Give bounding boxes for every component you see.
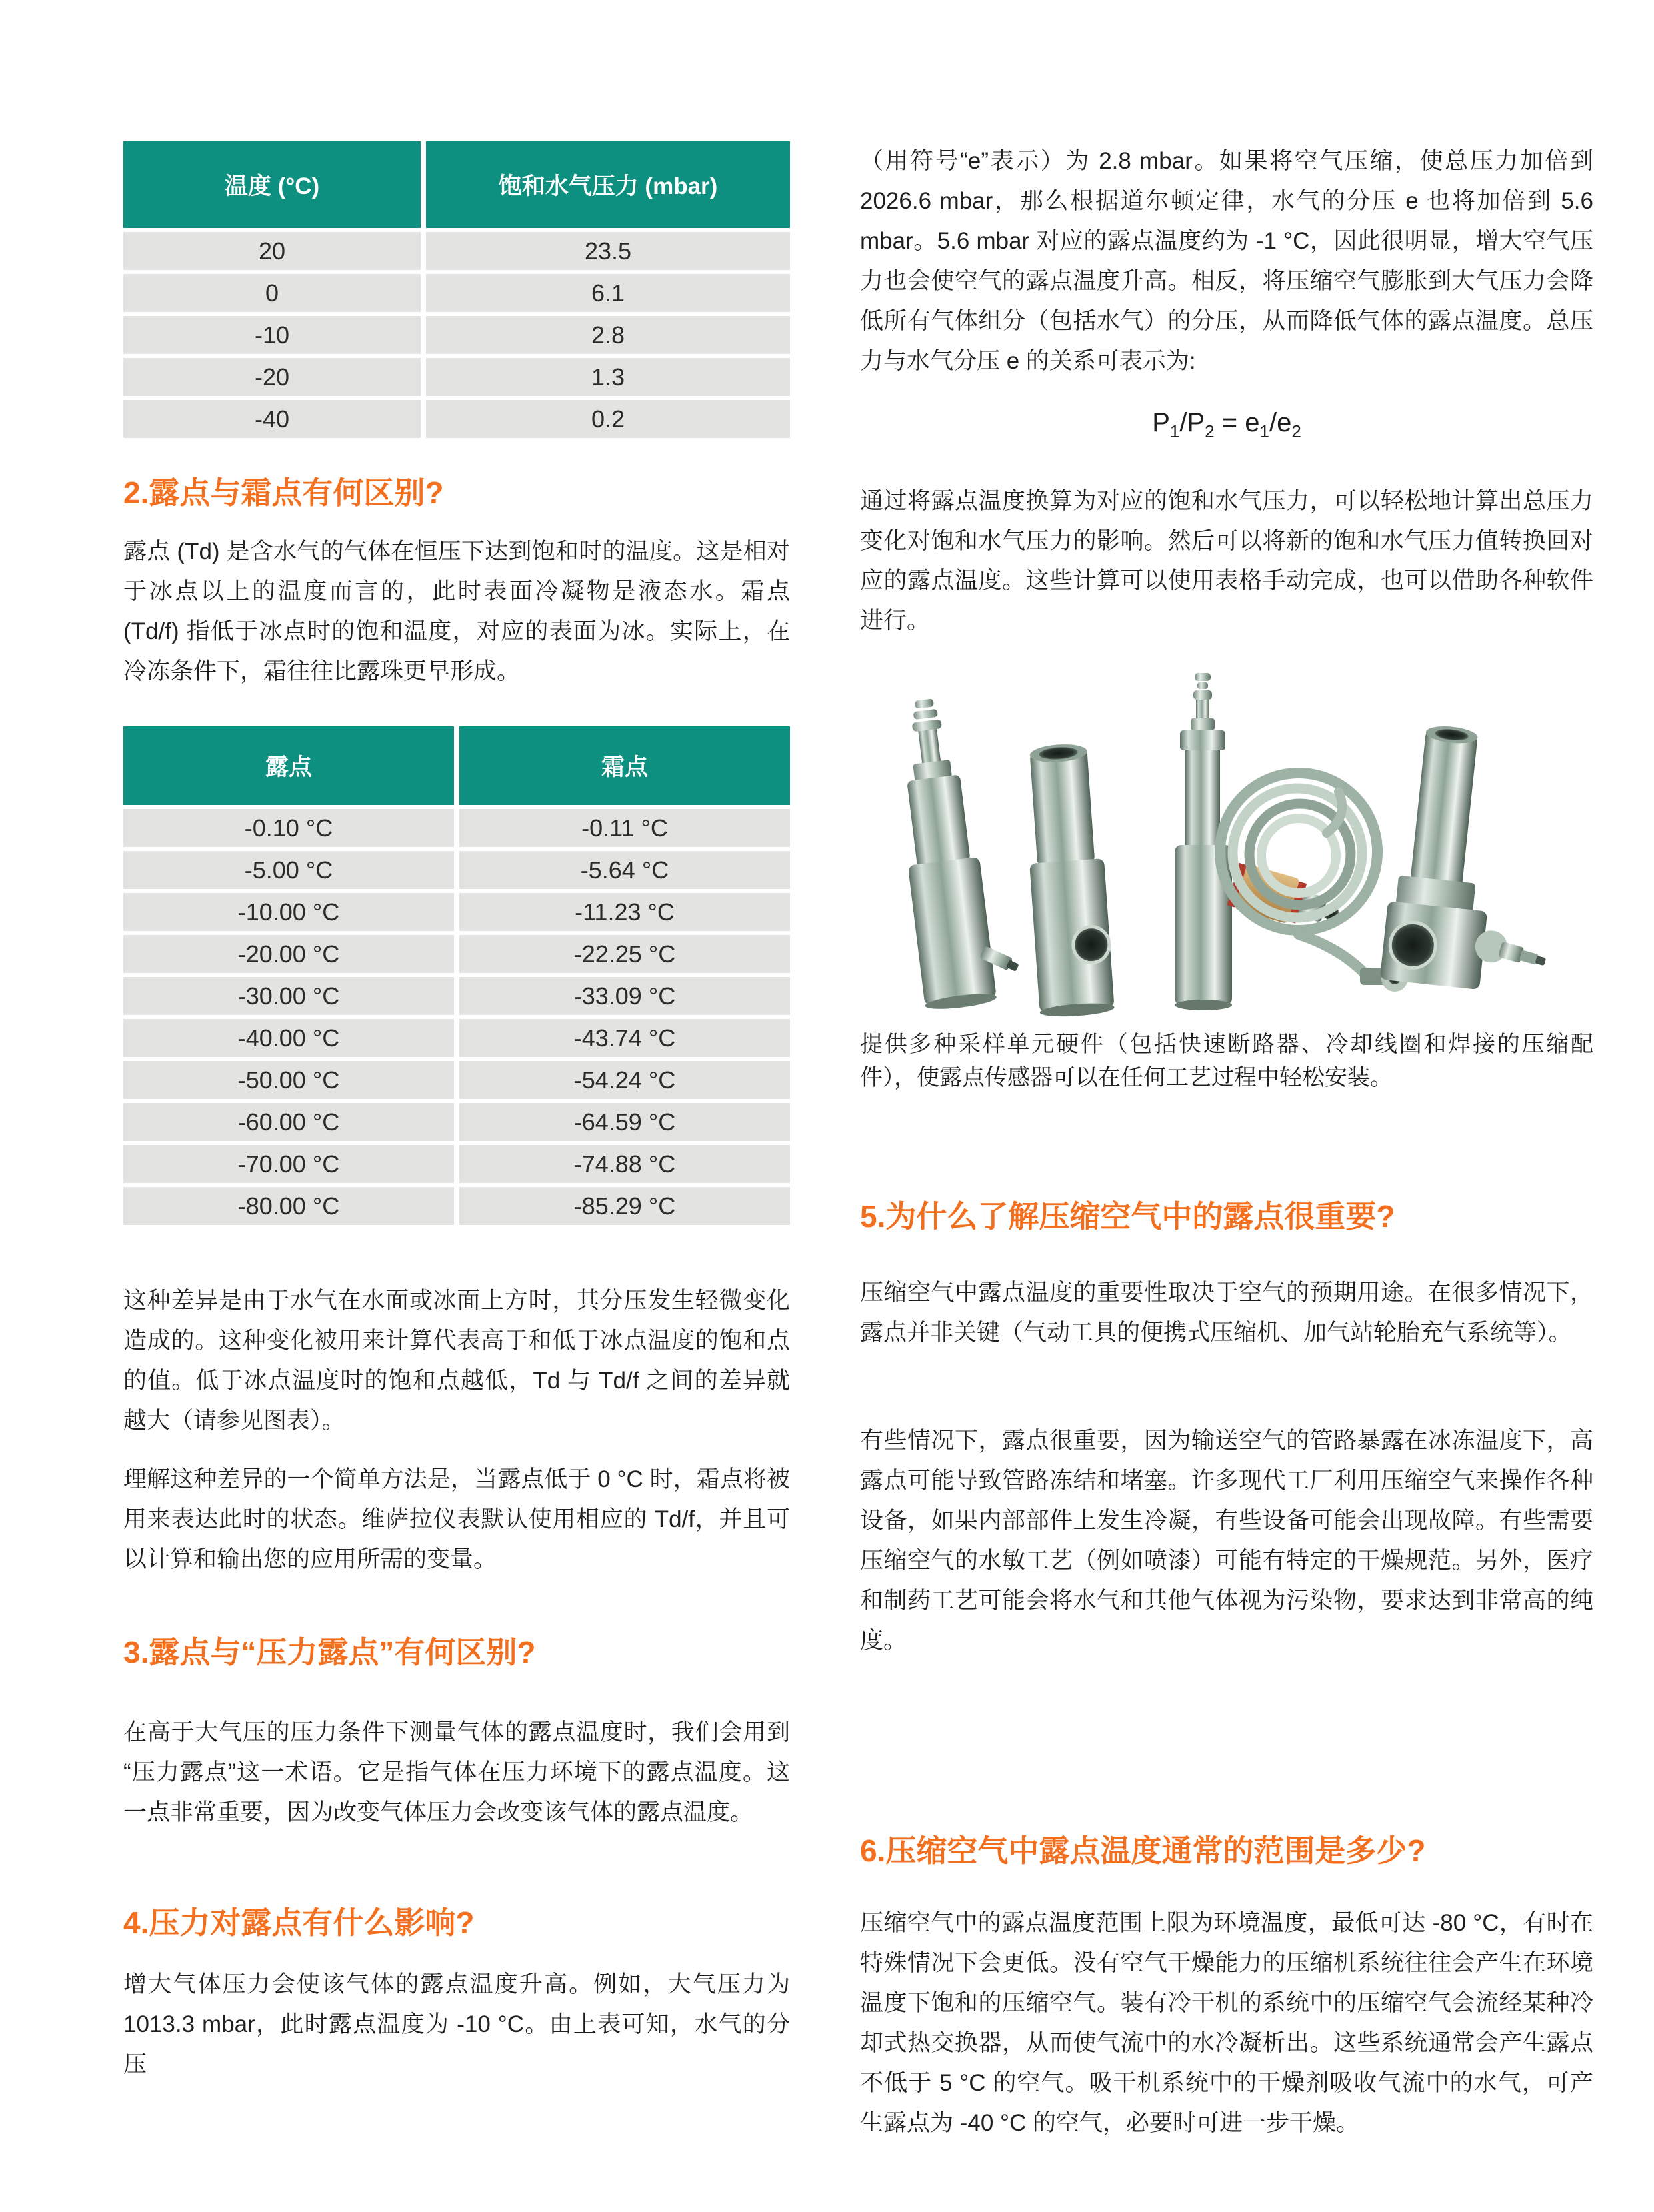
- table-row: [123, 232, 790, 270]
- table-row: [123, 316, 790, 354]
- table-cell: -30.00 °C: [123, 977, 454, 1015]
- table-cell: -0.11 °C: [459, 809, 790, 847]
- table-row: [123, 851, 790, 889]
- section-5-paragraph-1: 压缩空气中露点温度的重要性取决于空气的预期用途。在很多情况下，露点并非关键（气动工具的便携式压缩机、加气站轮胎充气系统等）。: [860, 1280, 1593, 1346]
- table-cell: -40.00 °C: [123, 1019, 454, 1057]
- section-heading-5: 5.为什么了解压缩空气中的露点很重要?: [860, 1199, 1395, 1234]
- table-header-row: [123, 141, 790, 228]
- section-6-paragraph: 压缩空气中的露点温度范围上限为环境温度，最低可达 -80 °C，有时在特殊情况下会更低。没有空气干燥能力的压缩机系统往往会产生在环境温度下饱和的压缩空气。装有冷干机的系统中的压缩空气会流经某种冷却式热交换器，从而使气流中的水冷凝析出。这些系统通常会产生露点不低于 5 °C 的空气。吸干机系统中的干燥剂吸收气流中的水气，可产生露点为 -40 °C 的空气，必要时可进一步干燥。: [860, 1910, 1593, 2136]
- sampling-fitting-angled-block: [1380, 722, 1560, 997]
- table-cell: -5.00 °C: [123, 851, 454, 889]
- table-cell: -20: [123, 358, 421, 396]
- table-cell: -11.23 °C: [459, 893, 790, 931]
- section-3-paragraph: 在高于大气压的压力条件下测量气体的露点温度时，我们会用到“压力露点”这一术语。它是指气体在压力环境下的露点温度。这一点非常重要，因为改变气体压力会改变该气体的露点温度。: [123, 1719, 790, 1825]
- table-cell: -20.00 °C: [123, 935, 454, 973]
- table-cell: -22.25 °C: [459, 935, 790, 973]
- table-cell: 1.3: [426, 358, 790, 396]
- table-header-cell: 饱和水气压力 (mbar): [426, 141, 790, 228]
- difference-explanation-paragraph: 这种差异是由于水气在水面或冰面上方时，其分压发生轻微变化造成的。这种变化被用来计算代表高于和低于冰点温度的饱和点的值。低于冰点温度时的饱和点越低，Td 与 Td/f 之间的差异就越大（请参见图表）。: [123, 1288, 790, 1434]
- section-heading-2: 2.露点与霜点有何区别?: [123, 475, 444, 510]
- dewpoint-frostpoint-table: [123, 726, 790, 1225]
- table-cell: -33.09 °C: [459, 977, 790, 1015]
- table-header-cell: 霜点: [459, 726, 790, 805]
- table-header-cell: 露点: [123, 726, 454, 805]
- formula-term: = e: [1214, 408, 1260, 437]
- table-row: [123, 935, 790, 973]
- table-cell: 20: [123, 232, 421, 270]
- section-heading-6: 6.压缩空气中露点温度通常的范围是多少?: [860, 1833, 1426, 1868]
- table-row: [123, 1187, 790, 1225]
- sampling-hardware-photo: [867, 666, 1560, 1026]
- table-row: [123, 400, 790, 438]
- table-cell: -5.64 °C: [459, 851, 790, 889]
- table-cell: 0: [123, 274, 421, 312]
- formula-term: /P: [1179, 408, 1205, 437]
- table-row: [123, 1145, 790, 1183]
- table-cell: 23.5: [426, 232, 790, 270]
- table-row: [123, 977, 790, 1015]
- table-cell: -60.00 °C: [123, 1103, 454, 1141]
- section-heading-4: 4.压力对露点有什么影响?: [123, 1905, 475, 1940]
- table-cell: -43.74 °C: [459, 1019, 790, 1057]
- table-row: [123, 274, 790, 312]
- table-row: [123, 1019, 790, 1057]
- table-row: [123, 893, 790, 931]
- formula-subscript: 2: [1291, 421, 1301, 441]
- table-cell: 6.1: [426, 274, 790, 312]
- sampling-fitting-threaded: [1021, 742, 1115, 1018]
- photo-caption: 提供多种采样单元硬件（包括快速断路器、冷却线圈和焊接的压缩配件），使露点传感器可以在任何工艺过程中轻松安装。: [860, 1032, 1593, 1090]
- conversion-calculation-paragraph: 通过将露点温度换算为对应的饱和水气压力，可以轻松地计算出总压力变化对饱和水气压力的影响。然后可以将新的饱和水气压力值转换回对应的露点温度。这些计算可以使用表格手动完成，也可以借助各种软件进行。: [860, 488, 1593, 634]
- section-heading-3: 3.露点与“压力露点”有何区别?: [123, 1635, 536, 1669]
- formula-term: P: [1152, 408, 1170, 437]
- pressure-ratio-formula: [860, 408, 1593, 442]
- formula-subscript: 2: [1205, 421, 1215, 441]
- section-2-paragraph: 露点 (Td) 是含水气的气体在恒压下达到饱和时的温度。这是相对于冰点以上的温度而言的，此时表面冷凝物是液态水。霜点 (Td/f) 指低于冰点时的饱和温度，对应的表面为冰。实际上，在冷冻条件下，霜往往比露珠更早形成。: [123, 539, 790, 684]
- table-row: [123, 358, 790, 396]
- pressure-effect-continued-paragraph: （用符号“e”表示）为 2.8 mbar。如果将空气压缩，使总压力加倍到 2026.6 mbar，那么根据道尔顿定律，水气的分压 e 也将加倍到 5.6 mbar。5.6 mbar 对应的露点温度约为 -1 °C，因此很明显，增大空气压力也会使空气的露点温度升高。相反，将压缩空气膨胀到大气压力会降低所有气体组分（包括水气）的分压，从而降低气体的露点温度。总压力与水气分压 e 的关系可表示为:: [860, 148, 1593, 374]
- table-cell: 0.2: [426, 400, 790, 438]
- table-cell: -74.88 °C: [459, 1145, 790, 1183]
- formula-term: /e: [1269, 408, 1292, 437]
- sampling-fitting-barb: [888, 692, 1025, 1012]
- table-cell: -54.24 °C: [459, 1061, 790, 1099]
- table-cell: -64.59 °C: [459, 1103, 790, 1141]
- formula-subscript: 1: [1259, 421, 1269, 441]
- table-cell: -85.29 °C: [459, 1187, 790, 1225]
- table-row: [123, 1061, 790, 1099]
- table-cell: -50.00 °C: [123, 1061, 454, 1099]
- section-5-paragraph-2: 有些情况下，露点很重要，因为输送空气的管路暴露在冰冻温度下，高露点可能导致管路冻结和堵塞。许多现代工厂利用压缩空气来操作各种设备，如果内部部件上发生冷凝，有些设备可能会出现故障。有些需要压缩空气的水敏工艺（例如喷漆）可能有特定的干燥规范。另外，医疗和制药工艺可能会将水气和其他气体视为污染物，要求达到非常高的纯度。: [860, 1428, 1593, 1654]
- table-cell: -70.00 °C: [123, 1145, 454, 1183]
- table-cell: -40: [123, 400, 421, 438]
- table-header-cell: 温度 (°C): [123, 141, 421, 228]
- table-cell: 2.8: [426, 316, 790, 354]
- table-row: [123, 809, 790, 847]
- section-4-paragraph: 增大气体压力会使该气体的露点温度升高。例如，大气压力为 1013.3 mbar，此时露点温度为 -10 °C。由上表可知，水气的分压: [123, 1971, 790, 2077]
- table-header-row: [123, 726, 790, 805]
- table-cell: -10.00 °C: [123, 893, 454, 931]
- table-cell: -0.10 °C: [123, 809, 454, 847]
- formula-subscript: 1: [1169, 421, 1180, 441]
- table-row: [123, 1103, 790, 1141]
- understanding-difference-paragraph: 理解这种差异的一个简单方法是，当露点低于 0 °C 时，霜点将被用来表达此时的状态。维萨拉仪表默认使用相应的 Td/f，并且可以计算和输出您的应用所需的变量。: [123, 1466, 790, 1572]
- table-cell: -10: [123, 316, 421, 354]
- table-cell: -80.00 °C: [123, 1187, 454, 1225]
- saturation-pressure-table: [123, 141, 790, 438]
